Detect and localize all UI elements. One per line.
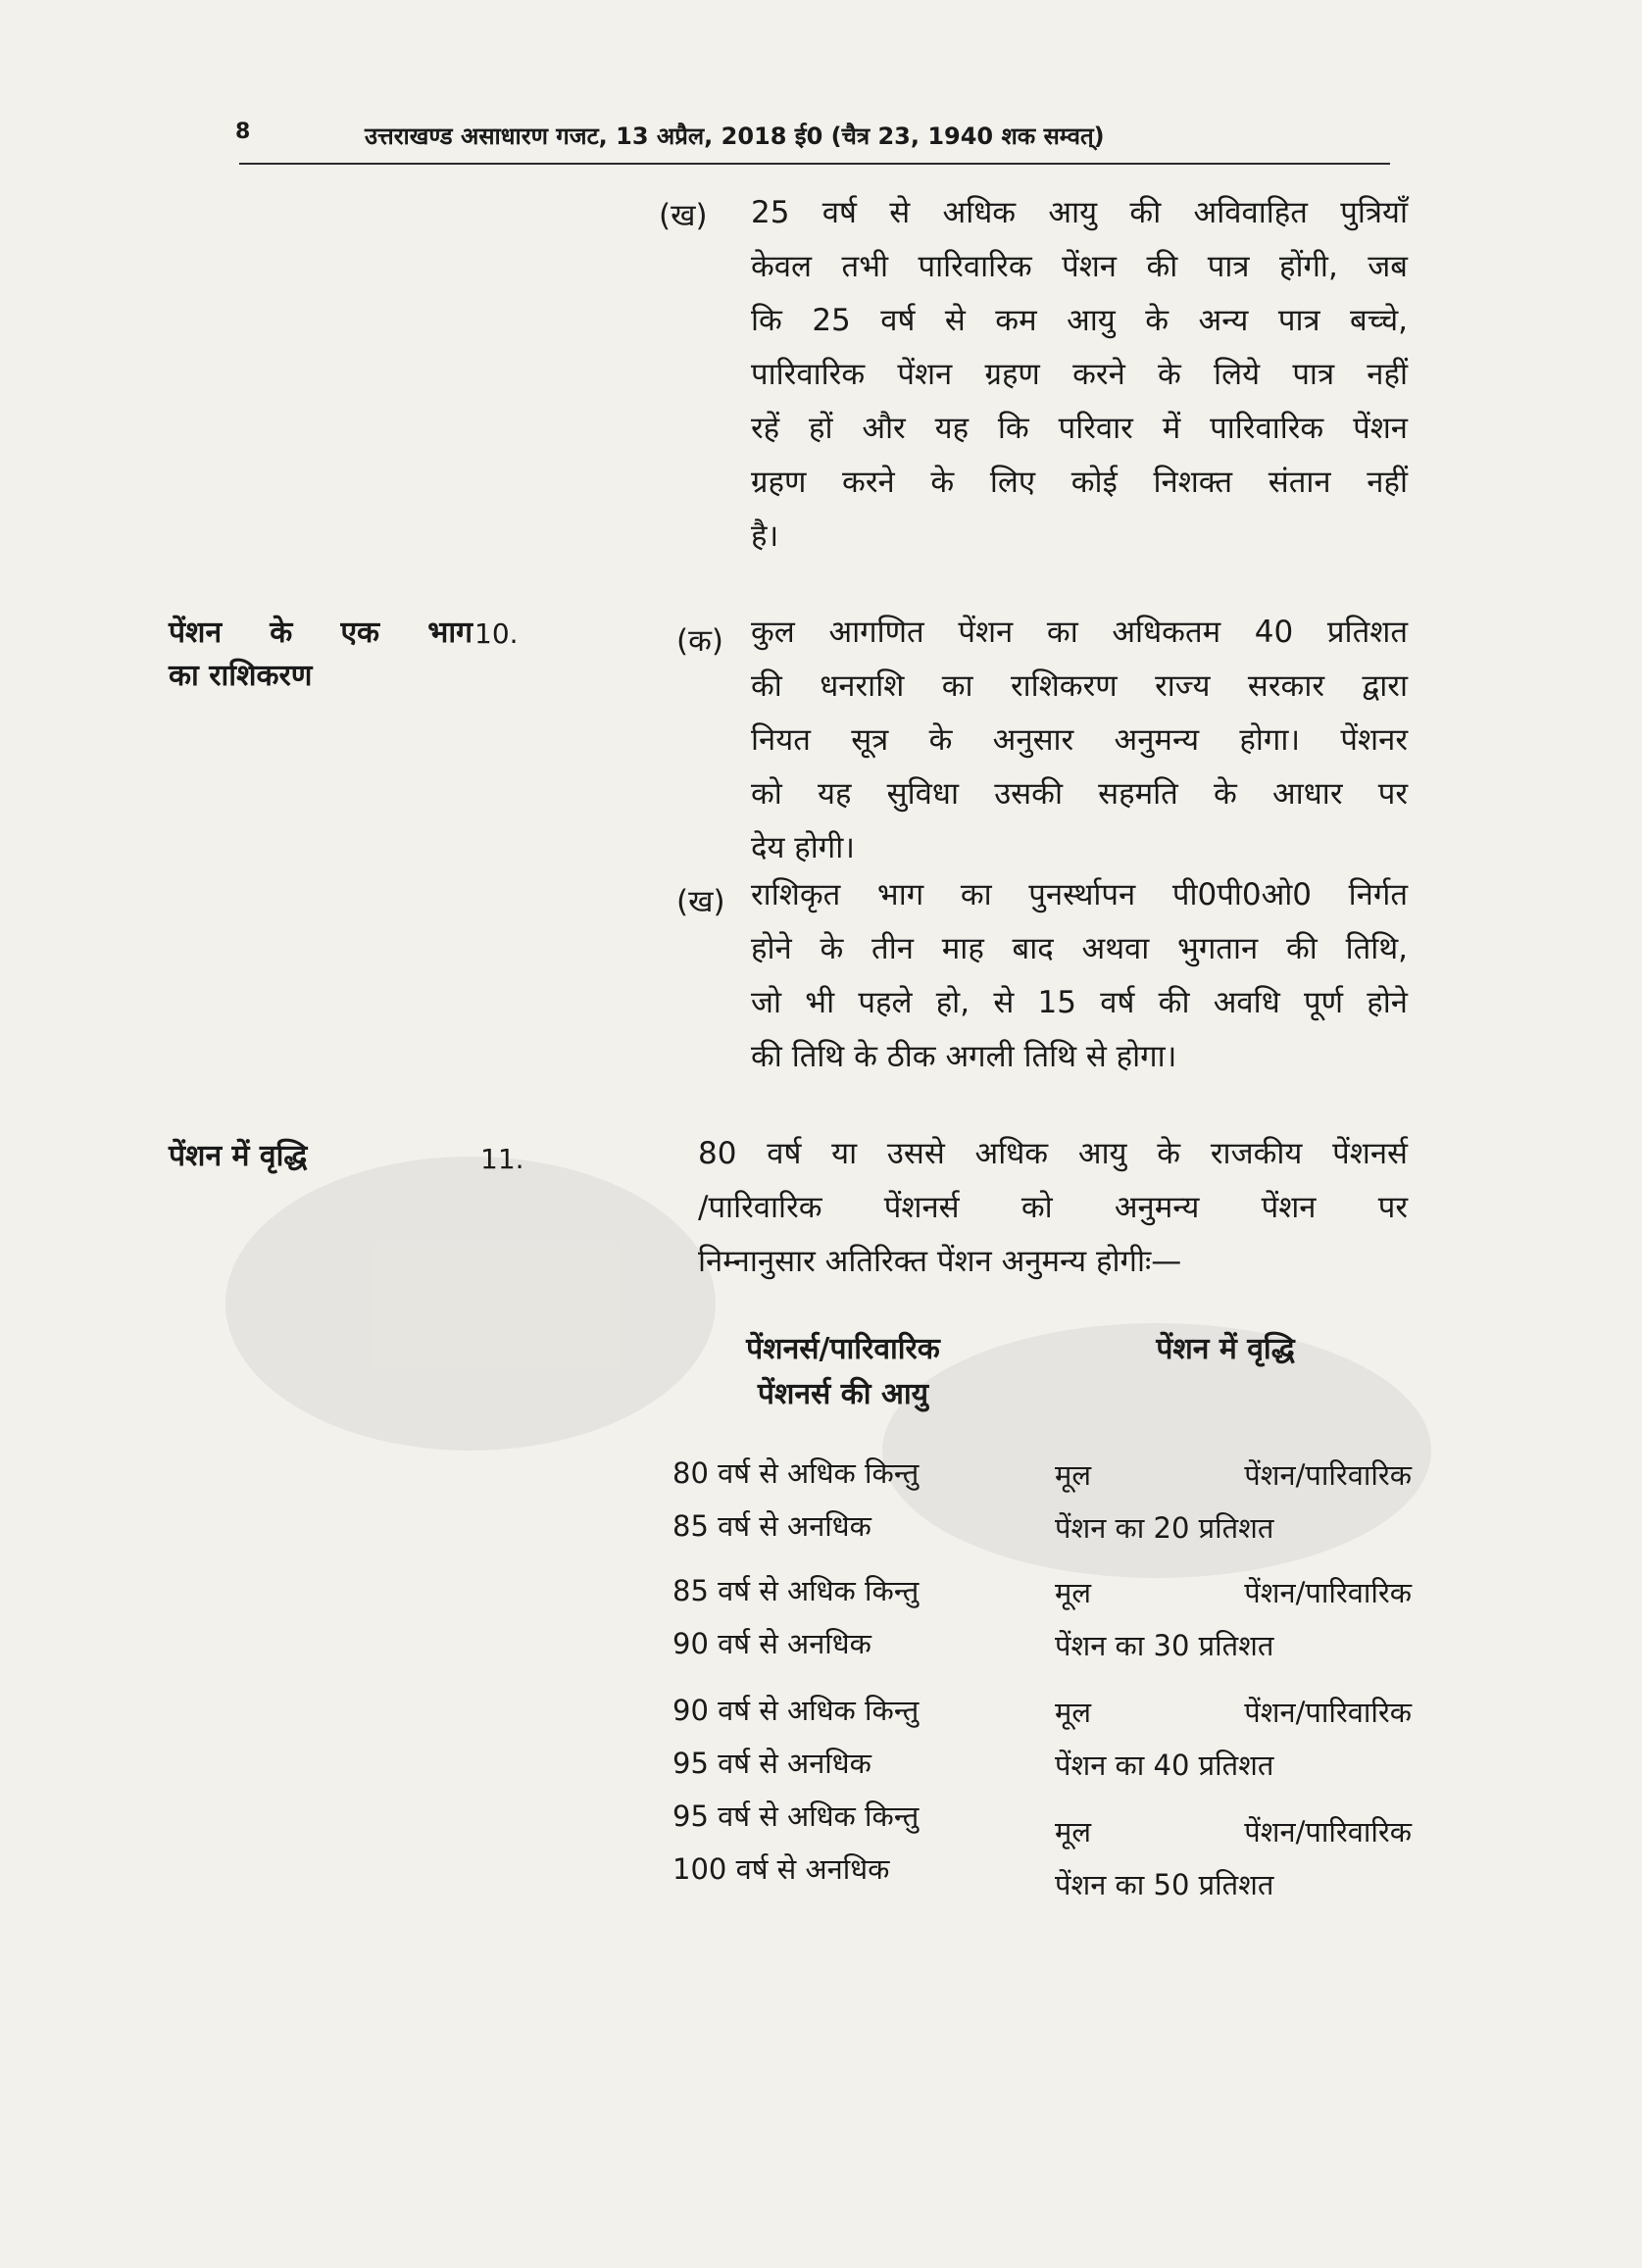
table-cell-increase <box>1055 1566 1412 1672</box>
text-line: है। <box>751 518 779 554</box>
section-10-number: 10. <box>474 617 519 650</box>
cell-line: पेंशन का 50 प्रतिशत <box>1055 1868 1274 1901</box>
table-cell-age <box>672 1447 919 1553</box>
header-line: पेंशनर्स/पारिवारिक <box>746 1332 940 1366</box>
text-line: को यह सुविधा उसकी सहमति के आधार पर <box>751 776 1408 812</box>
cell-line: मूल पेंशन/पारिवारिक <box>1055 1815 1412 1849</box>
scan-stain <box>225 1157 716 1451</box>
cell-line: पेंशन का 30 प्रतिशत <box>1055 1629 1274 1662</box>
label-line: पेंशन के एक भाग <box>169 616 473 650</box>
text-line: केवल तभी पारिवारिक पेंशन की पात्र होंगी, जब <box>751 249 1408 284</box>
cell-line: 95 वर्ष से अनधिक <box>672 1747 871 1780</box>
table-header-increase: पेंशन में वृद्धि <box>1156 1332 1295 1366</box>
header-rule <box>239 163 1390 165</box>
cell-line: 95 वर्ष से अधिक किन्तु <box>672 1800 920 1833</box>
table-cell-age <box>672 1564 919 1670</box>
cell-line: मूल पेंशन/पारिवारिक <box>1055 1576 1412 1609</box>
section-10-clause-b <box>751 868 1408 1084</box>
section-11-intro <box>698 1127 1408 1289</box>
table-cell-increase <box>1055 1686 1412 1792</box>
table-cell-increase <box>1055 1449 1412 1554</box>
table-cell-increase <box>1055 1805 1412 1911</box>
clause-marker: (ख) <box>659 198 708 233</box>
text-line: ग्रहण करने के लिए कोई निशक्त संतान नहीं <box>751 465 1408 500</box>
text-line: कुल आगणित पेंशन का अधिकतम 40 प्रतिशत <box>751 615 1408 650</box>
text-line: 80 वर्ष या उससे अधिक आयु के राजकीय पेंशनर्स <box>698 1136 1408 1171</box>
section-10-clause-a <box>751 606 1408 875</box>
cell-line: 80 वर्ष से अधिक किन्तु <box>672 1456 920 1490</box>
text-line: निम्नानुसार अतिरिक्त पेंशन अनुमन्य होगीः— <box>698 1244 1182 1279</box>
cell-line: पेंशन का 20 प्रतिशत <box>1055 1511 1274 1545</box>
cell-line: मूल पेंशन/पारिवारिक <box>1055 1696 1412 1729</box>
table-cell-age <box>672 1790 919 1896</box>
label-line: का राशिकरण <box>169 659 313 693</box>
cell-line: 90 वर्ष से अधिक किन्तु <box>672 1694 920 1727</box>
cell-line: मूल पेंशन/पारिवारिक <box>1055 1458 1412 1492</box>
section-11-number: 11. <box>480 1143 524 1175</box>
text-line: जो भी पहले हो, से 15 वर्ष की अवधि पूर्ण होने <box>751 985 1408 1020</box>
cell-line: पेंशन का 40 प्रतिशत <box>1055 1749 1274 1782</box>
continuation-paragraph <box>751 186 1408 564</box>
page-number: 8 <box>235 120 251 144</box>
cell-line: 85 वर्ष से अनधिक <box>672 1509 871 1543</box>
text-line: की धनराशि का राशिकरण राज्य सरकार द्वारा <box>751 668 1408 704</box>
clause-marker: (ख) <box>676 884 725 919</box>
text-line: /पारिवारिक पेंशनर्स को अनुमन्य पेंशन पर <box>698 1190 1408 1225</box>
cell-line: 100 वर्ष से अनधिक <box>672 1852 890 1886</box>
text-line: नियत सूत्र के अनुसार अनुमन्य होगा। पेंशनर <box>751 722 1408 758</box>
text-line: होने के तीन माह बाद अथवा भुगतान की तिथि, <box>751 931 1408 966</box>
clause-marker: (क) <box>676 623 723 659</box>
table-header-age <box>667 1327 1020 1417</box>
text-line: राशिकृत भाग का पुनर्स्थापन पी0पी0ओ0 निर्गत <box>751 877 1408 912</box>
header-line: पेंशनर्स की आयु <box>757 1377 929 1411</box>
section-11-label: पेंशन में वृद्धि <box>169 1139 308 1173</box>
cell-line: 90 वर्ष से अनधिक <box>672 1627 871 1660</box>
text-line: 25 वर्ष से अधिक आयु की अविवाहित पुत्रियाँ <box>751 195 1408 230</box>
text-line: रहें हों और यह कि परिवार में पारिवारिक पेंशन <box>751 411 1408 446</box>
text-line: देय होगी। <box>751 830 856 865</box>
text-line: पारिवारिक पेंशन ग्रहण करने के लिये पात्र नहीं <box>751 357 1408 392</box>
section-10-label <box>169 612 473 698</box>
text-line: की तिथि के ठीक अगली तिथि से होगा। <box>751 1039 1177 1074</box>
gazette-title: उत्तराखण्ड असाधारण गजट, 13 अप्रैल, 2018 ई0 (चैत्र 23, 1940 शक सम्वत्) <box>365 123 1105 150</box>
cell-line: 85 वर्ष से अधिक किन्तु <box>672 1574 920 1607</box>
text-line: कि 25 वर्ष से कम आयु के अन्य पात्र बच्चे, <box>751 303 1408 338</box>
table-cell-age <box>672 1684 919 1790</box>
